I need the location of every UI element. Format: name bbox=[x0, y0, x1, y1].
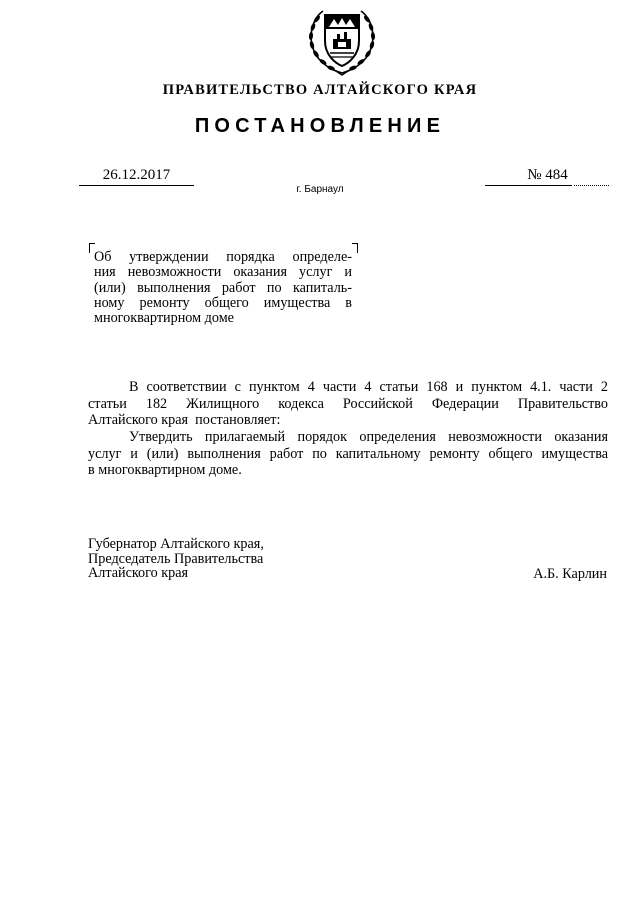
signature-line: Алтайского края bbox=[88, 565, 189, 581]
body-line: Алтайского края постановляет: bbox=[88, 412, 281, 428]
signature-line: Губернатор Алтайского края, bbox=[88, 536, 264, 552]
signature-line: Председатель Правительства bbox=[88, 550, 264, 567]
subject-line: Об утверждении порядка определе- bbox=[94, 249, 352, 265]
body-paragraph-1 bbox=[88, 379, 608, 429]
document-subject bbox=[94, 250, 352, 326]
subject-line: ния невозможности оказания услуг и bbox=[94, 264, 352, 281]
subject-line: ному ремонту общего имущества в bbox=[94, 294, 352, 311]
body-line: статьи 182 Жилищного кодекса Российской Федерации Правительство bbox=[88, 395, 608, 412]
signatory-position bbox=[88, 537, 264, 581]
signatory-name: А.Б. Карлин bbox=[533, 566, 607, 582]
body-line: В соответствии с пунктом 4 части 4 статьи 168 и пунктом 4.1. части 2 bbox=[129, 379, 608, 395]
document-type-title: ПОСТАНОВЛЕНИЕ bbox=[194, 115, 446, 137]
body-line: услуг и (или) выполнения работ по капитальному ремонту общего имущества bbox=[88, 445, 608, 462]
document-date: 26.12.2017 bbox=[79, 168, 194, 186]
coat-of-arms-icon bbox=[303, 3, 381, 77]
body-line: Утвердить прилагаемый порядок определения невозможности оказания bbox=[129, 429, 608, 445]
government-title: ПРАВИТЕЛЬСТВО АЛТАЙСКОГО КРАЯ bbox=[162, 82, 478, 98]
subject-line: (или) выполнения работ по капиталь- bbox=[94, 279, 352, 296]
subject-line: многоквартирном доме bbox=[94, 310, 234, 327]
body-line: в многоквартирном доме. bbox=[88, 462, 242, 478]
subject-corner-right bbox=[352, 243, 358, 253]
body-paragraph-2 bbox=[88, 429, 608, 479]
document-city: г. Барнаул bbox=[296, 184, 344, 195]
document-number: № 484 bbox=[527, 167, 568, 183]
